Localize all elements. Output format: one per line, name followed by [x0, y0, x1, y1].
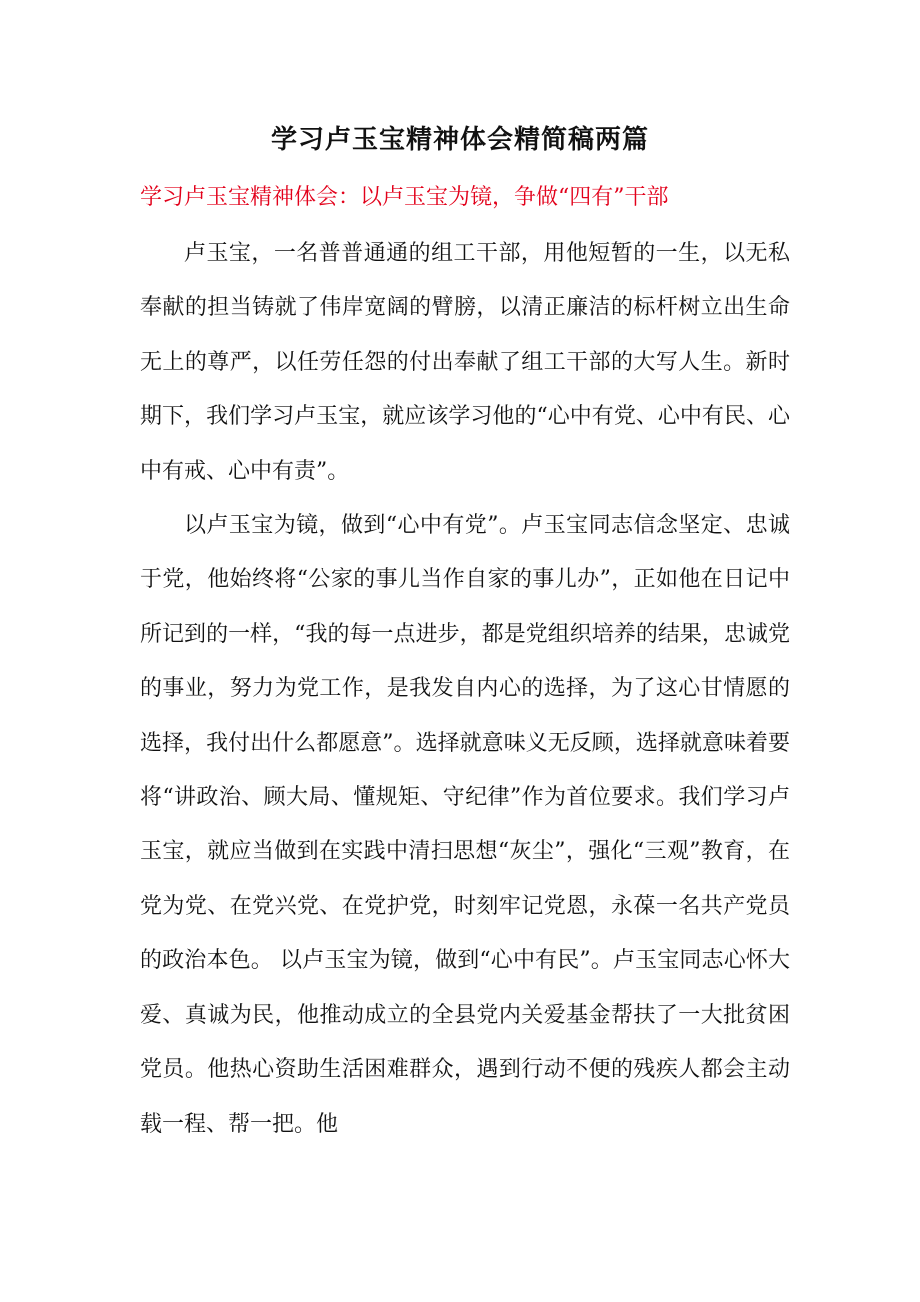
document-subtitle: 学习卢玉宝精神体会：以卢玉宝为镜，争做“四有”干部: [140, 185, 669, 210]
document-title: 学习卢玉宝精神体会精简稿两篇: [270, 125, 649, 155]
document-body: [140, 227, 790, 1152]
paragraph-2: 以卢玉宝为镜，做到“心中有党”。卢玉宝同志信念坚定、忠诚于党，他始终将“公家的事儿当作自家的事儿办”，正如他在日记中所记到的一样，“我的每一点进步，都是党组织培养的结果，忠诚党的事业，努力为党工作，是我发自内心的选择，为了这心甘情愿的选择，我付出什么都愿意”。选择就意味义无反顾，选择就意味着要将“讲政治、顾大局、懂规矩、守纪律”作为首位要求。我们学习卢玉宝，就应当做到在实践中清扫思想“灰尘”，强化“三观”教育，在党为党、在党兴党、在党护党，时刻牢记党恩，永葆一名共产党员的政治本色。 以卢玉宝为镜，做到“心中有民”。卢玉宝同志心怀大爱、真诚为民，他推动成立的全县党内关爱基金帮扶了一大批贫困党员。他热心资助生活困难群众，遇到行动不便的残疾人都会主动载一程、帮一把。他: [140, 513, 790, 1137]
paragraph-1: 卢玉宝，一名普普通通的组工干部，用他短暂的一生，以无私奉献的担当铸就了伟岸宽阔的臂膀，以清正廉洁的标杆树立出生命无上的尊严，以任劳任怨的付出奉献了组工干部的大写人生。新时期下，我们学习卢玉宝，就应该学习他的“心中有党、心中有民、心中有戒、心中有责”。: [140, 241, 790, 484]
